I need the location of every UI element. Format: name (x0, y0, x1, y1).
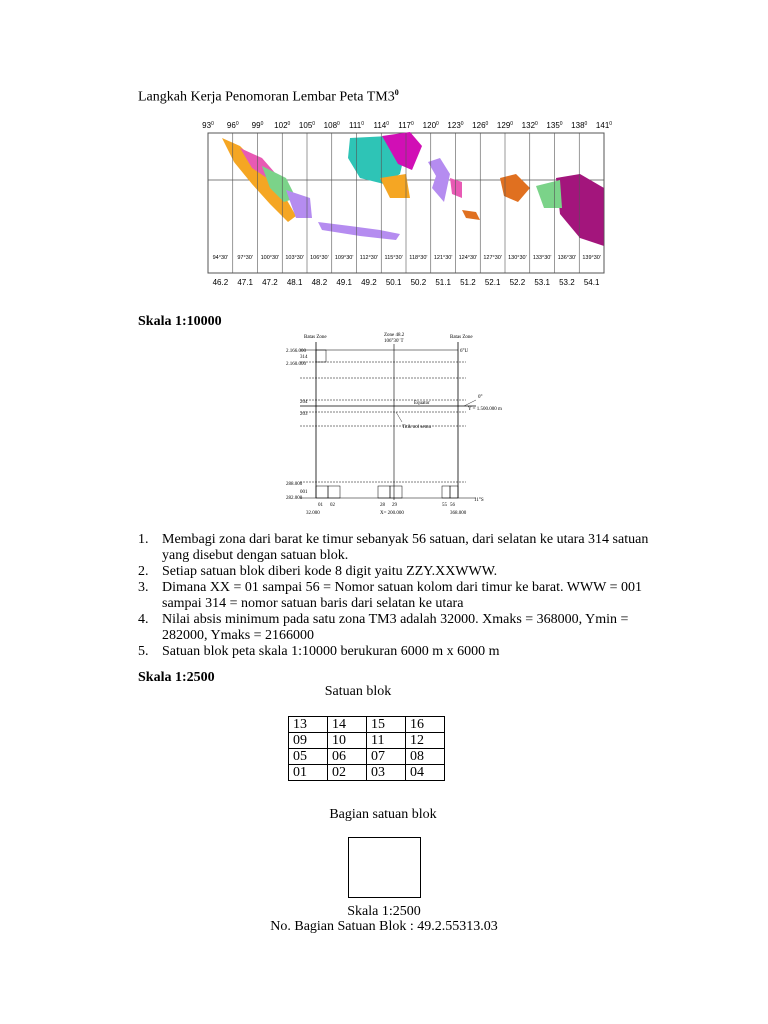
step-item (138, 580, 668, 612)
label-zone-meridian: 106°30' T (384, 339, 404, 344)
satuan-blok-label: Satuan blok (324, 684, 392, 699)
y-label-001: 001 (300, 490, 308, 495)
block-top-left (316, 350, 326, 362)
block-55 (442, 486, 450, 498)
central-meridian-label: 94°30' (212, 255, 229, 261)
col-label-56: 56 (450, 503, 455, 508)
table-row (289, 717, 445, 733)
longitude-label: $138^0$ (571, 121, 588, 130)
table-cell: 01 (289, 765, 328, 781)
col-label-01: 01 (318, 503, 323, 508)
table-cell: 13 (289, 717, 328, 733)
longitude-label: $132^0$ (521, 121, 538, 130)
central-meridian-label: 136°30' (557, 255, 577, 261)
zone-number-label: 50.2 (410, 278, 427, 287)
label-batas-zone-left: Batas Zone (304, 335, 327, 340)
central-meridian-label: 139°30' (582, 255, 601, 261)
table-cell: 11 (367, 733, 406, 749)
longitude-label: $123^0$ (447, 121, 464, 130)
central-meridian-label: 115°30' (384, 255, 403, 261)
longitude-label: $99^0$ (251, 121, 264, 130)
block-29 (390, 486, 402, 498)
zone-number-label: 53.1 (534, 278, 550, 287)
table-cell: 08 (406, 749, 445, 765)
central-meridian-label: 109°30' (334, 255, 354, 261)
central-meridian-label: 130°30' (508, 255, 527, 261)
step-item (138, 644, 668, 660)
zone-number-label: 53.2 (559, 278, 575, 287)
central-meridian-label: 103°30' (285, 255, 304, 261)
label-zone-center: Zone 48.2 (384, 333, 405, 338)
table-cell: 03 (367, 765, 406, 781)
block-56 (450, 486, 458, 498)
central-meridian-label: 97°30' (237, 255, 253, 261)
title-superscript: 0 (394, 88, 399, 97)
step-text: Dimana XX = 01 sampai 56 = Nomor satuan kolom dari timur ke barat. WWW = 001 sampai 314 = nomor satuan baris dari selatan ke utara (162, 580, 643, 611)
arrow-equator (464, 400, 476, 406)
label-equator-deg: 0° (478, 395, 483, 400)
tm3-zone-map (200, 118, 620, 296)
table-cell: 06 (328, 749, 367, 765)
zone-number-label: 47.1 (237, 278, 253, 287)
y-label-204: 204 (300, 400, 308, 405)
table-cell: 07 (367, 749, 406, 765)
longitude-label: $114^0$ (373, 121, 390, 130)
block-02 (328, 486, 340, 498)
table-row (289, 749, 445, 765)
step-text: Nilai absis minimum pada satu zona TM3 adalah 32000. Xmaks = 368000, Ymin = 282000, Ymaks = 2166000 (162, 612, 629, 643)
steps-list (138, 532, 668, 660)
zone-number-label: 49.2 (361, 278, 377, 287)
table-cell: 15 (367, 717, 406, 733)
col-label-29: 29 (392, 503, 397, 508)
longitude-label: $108^0$ (323, 121, 340, 130)
zone-number-label: 48.1 (286, 278, 303, 287)
step-item (138, 612, 668, 644)
col-label-28: 28 (380, 503, 385, 508)
step-item (138, 532, 668, 564)
central-meridian-label: 118°30' (409, 255, 428, 261)
col-label-55: 55 (442, 503, 447, 508)
y-label-288000: 288.000 (286, 482, 303, 487)
step-item (138, 564, 668, 580)
step-text: Membagi zona dari barat ke timur sebanyak 56 satuan, dari selatan ke utara 314 satuan yang disebut dengan satuan blok. (162, 532, 649, 563)
col-label-02: 02 (330, 503, 335, 508)
central-meridian-label: 124°30' (458, 255, 478, 261)
x-label-max: 368.000 (450, 511, 467, 516)
label-y-equator: Y = 1.500.000 m (468, 407, 502, 412)
scale-caption: Skala 1:2500 (347, 904, 421, 919)
document-title-text: Langkah Kerja Penomoran Lembar Peta TM3 (138, 89, 395, 105)
longitude-label: $129^0$ (496, 121, 514, 130)
x-label-min: 32.000 (306, 511, 320, 516)
table-row (289, 765, 445, 781)
table-cell: 12 (406, 733, 445, 749)
heading-scale-10000: Skala 1:10000 (138, 314, 222, 329)
label-11s: 11°S (474, 498, 484, 503)
label-titik-nol: Titik nol semu (402, 425, 431, 430)
step-number: 1. (138, 532, 149, 547)
step-number: 4. (138, 612, 149, 627)
longitude-label: $93^0$ (202, 121, 214, 130)
central-meridian-label: 127°30' (483, 255, 502, 261)
longitude-label: $105^0$ (298, 121, 316, 130)
zone-number-label: 54.1 (583, 278, 600, 287)
x-label-center: X= 200.000 (380, 511, 404, 516)
y-label-282000: 282.000 (286, 496, 303, 501)
heading-scale-2500: Skala 1:2500 (138, 670, 215, 685)
table-cell: 04 (406, 765, 445, 781)
longitude-label: $135^0$ (546, 121, 563, 130)
central-meridian-label: 106°30' (310, 255, 329, 261)
zone-number-label: 49.1 (336, 278, 352, 287)
zone-number-label: 51.1 (435, 278, 451, 287)
step-text: Setiap satuan blok diberi kode 8 digit yaitu ZZY.XXWWW. (162, 564, 498, 579)
step-number: 5. (138, 644, 149, 659)
document-title (138, 88, 399, 106)
bagian-satuan-blok-box (348, 837, 421, 898)
y-label-2160000: 2.160.000 (286, 362, 306, 367)
y-label-203: 203 (300, 412, 308, 417)
longitude-label: $117^0$ (398, 121, 414, 130)
longitude-label: $111^0$ (349, 121, 364, 130)
label-equator: Equator (414, 401, 430, 406)
longitude-label: $120^0$ (422, 121, 439, 130)
table-cell: 10 (328, 733, 367, 749)
label-6u: 6°U (460, 349, 469, 354)
central-meridian-label: 133°30' (532, 255, 552, 261)
longitude-label: $96^0$ (226, 121, 239, 130)
zone-number-label: 50.1 (385, 278, 402, 287)
longitude-label: $141^0$ (595, 121, 613, 130)
table-row (289, 733, 445, 749)
zone-number-label: 51.2 (460, 278, 476, 287)
longitude-label: $126^0$ (472, 121, 489, 130)
central-meridian-label: 121°30' (433, 255, 453, 261)
central-meridian-label: 100°30' (260, 255, 280, 261)
longitude-label: $102^0$ (274, 121, 291, 130)
bagian-satuan-blok-label: Bagian satuan blok (329, 807, 437, 822)
satuan-blok-table (288, 716, 445, 781)
zone-number-label: 46.2 (212, 278, 229, 287)
zone-number-label: 52.2 (509, 278, 526, 287)
y-label-314: 314 (300, 355, 308, 360)
table-cell: 16 (406, 717, 445, 733)
zone-number-label: 48.2 (311, 278, 328, 287)
table-cell: 05 (289, 749, 328, 765)
table-cell: 09 (289, 733, 328, 749)
zone-number-label: 47.2 (262, 278, 278, 287)
label-batas-zone-right: Batas Zone (450, 335, 473, 340)
step-text: Satuan blok peta skala 1:10000 berukuran 6000 m x 6000 m (162, 644, 500, 659)
table-cell: 14 (328, 717, 367, 733)
central-meridian-label: 112°30' (359, 255, 378, 261)
number-caption: No. Bagian Satuan Blok : 49.2.55313.03 (270, 919, 498, 934)
step-number: 3. (138, 580, 149, 595)
table-cell: 02 (328, 765, 367, 781)
arrow-titik-nol (396, 412, 402, 422)
block-01 (316, 486, 328, 498)
zone-number-label: 52.1 (484, 278, 501, 287)
block-grid-figure (286, 330, 502, 520)
block-28 (378, 486, 390, 498)
step-number: 2. (138, 564, 149, 579)
y-label-2166000: 2.166.000 (286, 349, 306, 354)
